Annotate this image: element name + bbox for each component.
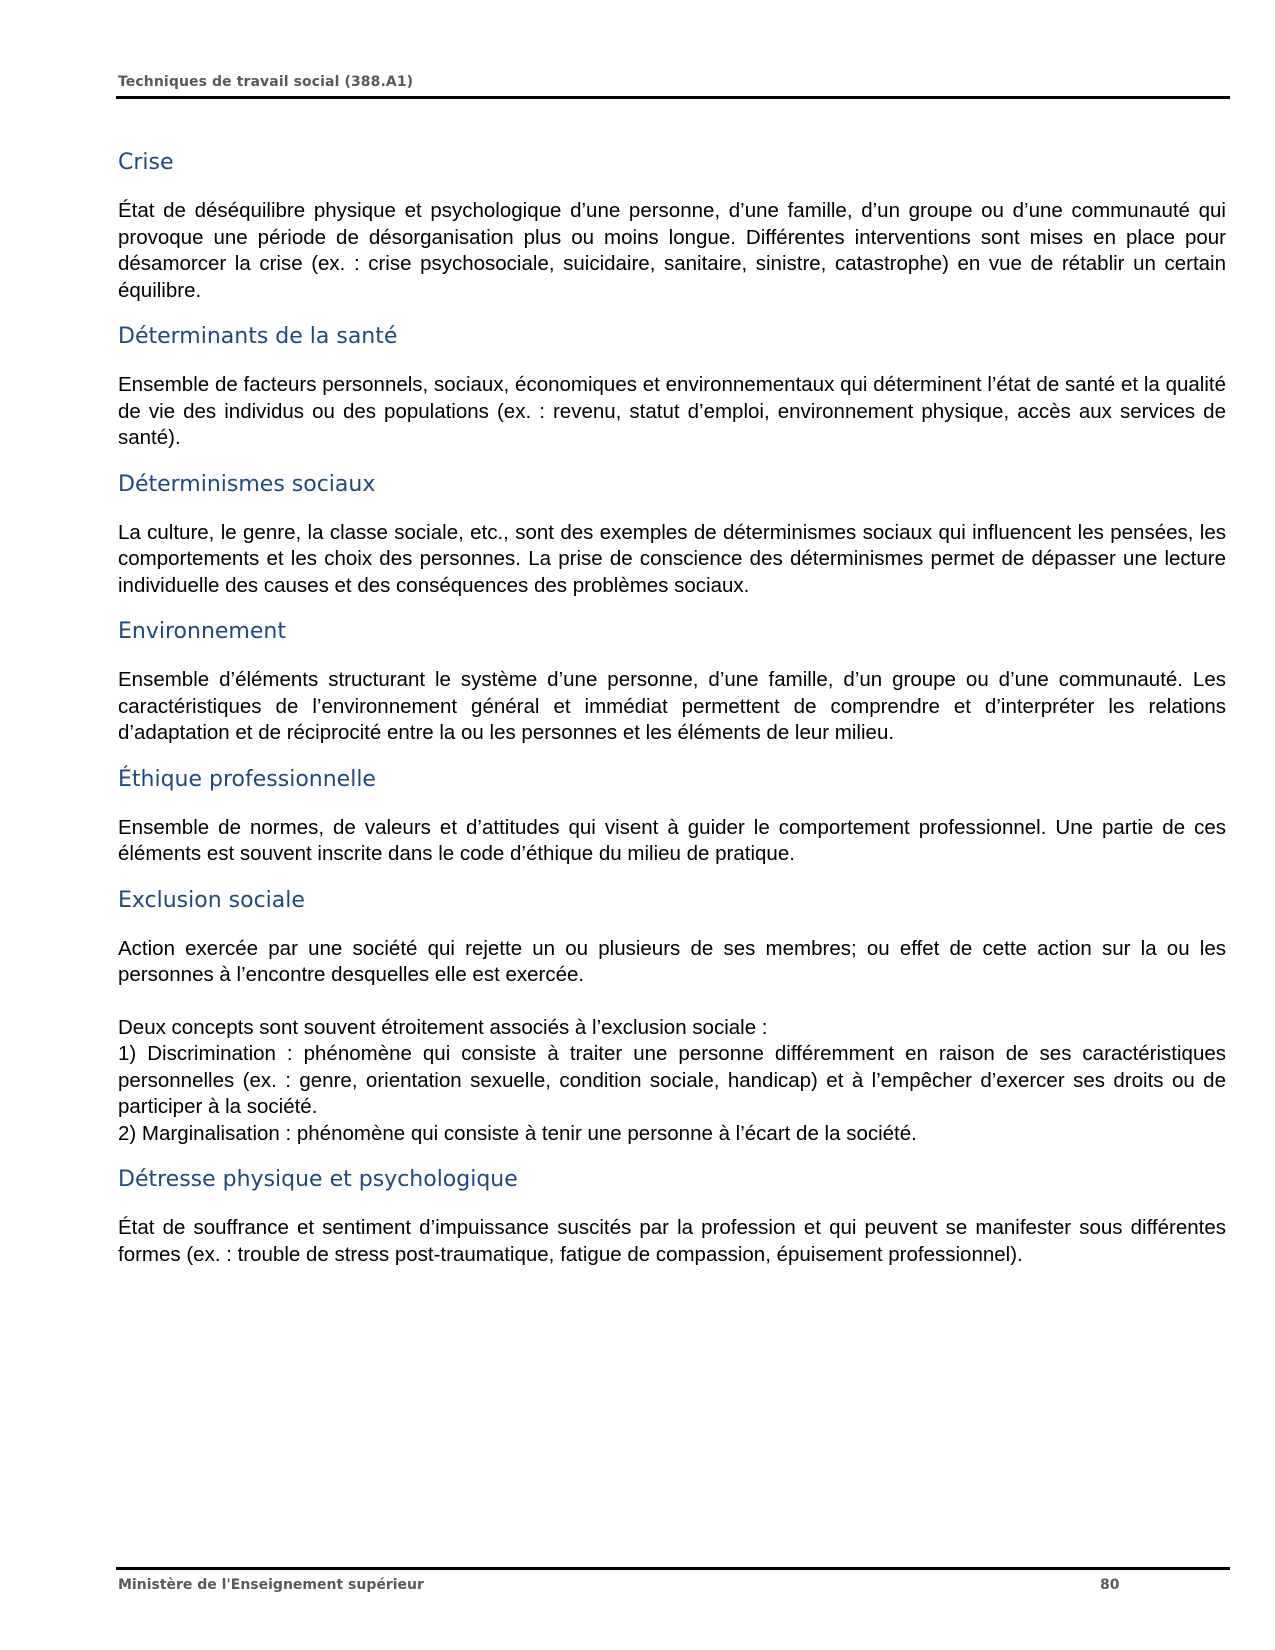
definition-paragraph: Ensemble de facteurs personnels, sociaux, économiques et environnementaux qui déterminent l’état de santé et la qualité de vie des individus ou des populations (ex. : revenu, statut d’emploi, environnement physique, accès aux services de santé). xyxy=(118,373,1226,449)
term-heading: Détresse physique et psychologique xyxy=(118,1167,518,1192)
term-definition xyxy=(118,936,1226,1148)
definition-paragraph: État de déséquilibre physique et psychologique d’une personne, d’une famille, d’un groupe ou d’une communauté qui provoque une période de désorganisation plus ou moins longue. Différentes interventions sont mises en place pour désamorcer la crise (ex. : crise psychosociale, suicidaire, sanitaire, sinistre, catastrophe) en vue de rétablir un certain équilibre. xyxy=(118,199,1226,302)
footer-divider xyxy=(116,1567,1230,1570)
term-definition xyxy=(118,520,1226,600)
term-heading: Exclusion sociale xyxy=(118,887,305,913)
definition-paragraph: Deux concepts sont souvent étroitement associés à l’exclusion sociale : xyxy=(118,1015,768,1039)
header-title: Techniques de travail social (388.A1) xyxy=(118,74,414,90)
definition-list-item: 2) Marginalisation : phénomène qui consiste à tenir une personne à l’écart de la société. xyxy=(118,1121,917,1145)
term-definition xyxy=(118,198,1226,304)
definition-paragraph: La culture, le genre, la classe sociale, etc., sont des exemples de déterminismes sociaux qui influencent les pensées, les comportements et les choix des personnes. La prise de conscience des déterminismes permet de dépasser une lecture individuelle des causes et des conséquences des problèmes sociaux. xyxy=(118,520,1226,597)
term-definition xyxy=(118,815,1226,868)
definition-list-item: 1) Discrimination : phénomène qui consiste à traiter une personne différemment en raison de ses caractéristiques personnelles (ex. : genre, orientation sexuelle, condition sociale, handicap) et à l’empêcher d’exercer ses droits ou de participer à la société. xyxy=(118,1042,1226,1118)
term-definition xyxy=(118,667,1226,747)
glossary-content xyxy=(118,150,1226,1288)
definition-paragraph: Ensemble d’éléments structurant le système d’une personne, d’une famille, d’un groupe ou d’une communauté. Les caractéristiques de l’environnement général et immédiat permettent de comprendre et d’interpréter les relations d’adaptation et de réciprocité entre la ou les personnes et les éléments de leur milieu. xyxy=(118,668,1226,744)
definition-paragraph: État de souffrance et sentiment d’impuissance suscités par la profession et qui peuvent se manifester sous différentes formes (ex. : trouble de stress post-traumatique, fatigue de compassion, épuisement professionnel). xyxy=(118,1216,1226,1266)
paragraph-spacer xyxy=(118,989,1226,1015)
term-definition xyxy=(118,1215,1226,1268)
term-heading: Déterminants de la santé xyxy=(118,324,398,349)
term-heading: Déterminismes sociaux xyxy=(118,471,376,497)
footer-publisher: Ministère de l'Enseignement supérieur xyxy=(118,1577,424,1593)
header-divider xyxy=(116,96,1230,99)
term-heading: Crise xyxy=(118,150,174,175)
definition-paragraph: Ensemble de normes, de valeurs et d’attitudes qui visent à guider le comportement professionnel. Une partie de ces éléments est souvent inscrite dans le code d’éthique du milieu de pratique. xyxy=(118,815,1226,865)
term-definition xyxy=(118,372,1226,452)
term-heading: Éthique professionnelle xyxy=(118,766,376,792)
definition-paragraph: Action exercée par une société qui rejette un ou plusieurs de ses membres; ou effet de cette action sur la ou les personnes à l’encontre desquelles elle est exercée. xyxy=(118,936,1226,986)
term-heading: Environnement xyxy=(118,619,286,644)
page-number: 80 xyxy=(1100,1577,1120,1593)
